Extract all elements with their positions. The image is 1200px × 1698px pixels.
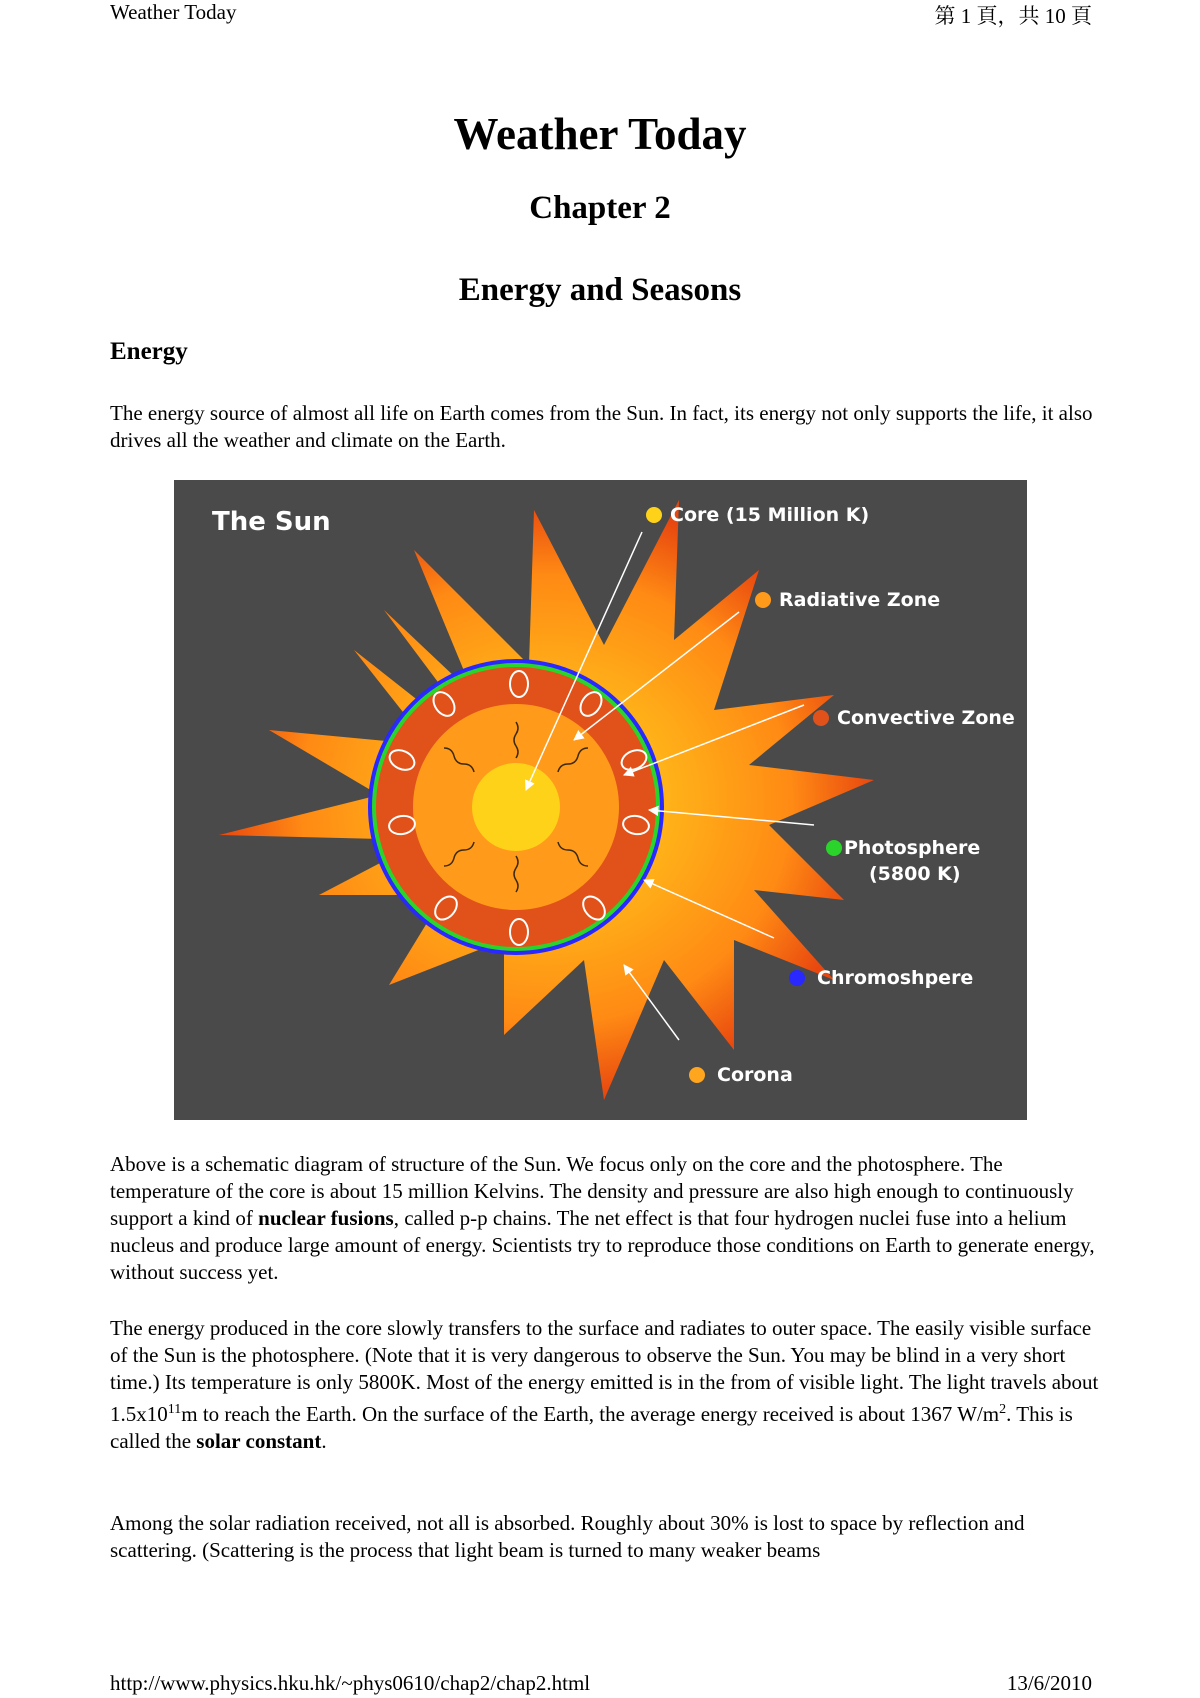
photosphere-temp-label: (5800 K) xyxy=(869,863,961,885)
convective-legend-dot xyxy=(813,710,829,726)
nuclear-fusions-term: nuclear fusions xyxy=(258,1206,394,1230)
photosphere-legend-dot xyxy=(826,840,842,856)
footer-date: 13/6/2010 xyxy=(1006,1671,1092,1695)
core xyxy=(472,763,560,851)
main-title: Weather Today xyxy=(453,109,747,159)
chapter-title: Chapter 2 xyxy=(529,190,671,226)
area-exponent: 2 xyxy=(999,1402,1007,1417)
page-header-page-number: 第 1 頁，共 10 頁 xyxy=(934,4,1092,28)
diagram-title: The Sun xyxy=(212,507,331,537)
convective-zone-label: Convective Zone xyxy=(837,707,1015,729)
energy-heading: Energy xyxy=(110,338,188,365)
distance-exponent: 11 xyxy=(167,1402,182,1417)
corona-legend-dot xyxy=(689,1067,705,1083)
corona-label: Corona xyxy=(717,1064,793,1086)
sun-structure-diagram xyxy=(174,480,1027,1120)
chromosphere-legend-dot xyxy=(789,970,805,986)
structure-text-1: Above is a schematic diagram of structure of the Sun. We focus only on the core and the photosphere. The temperature of the core is about 15 million Kelvins. The density and pressure are also high enough to continuously support a kind of xyxy=(110,1152,1074,1230)
sun-diagram-svg xyxy=(174,480,1027,1120)
chromosphere-label: Chromoshpere xyxy=(817,967,974,989)
section-title: Energy and Seasons xyxy=(458,272,742,308)
absorption-paragraph: Among the solar radiation received, not all is absorbed. Roughly about 30% is lost to space by reflection and scattering. (Scattering is the process that light beam is turned to many weaker beams xyxy=(110,1511,1025,1562)
radiative-zone-label: Radiative Zone xyxy=(779,589,941,611)
intro-paragraph: The energy source of almost all life on Earth comes from the Sun. In fact, its energy not only supports the life, it also drives all the weather and climate on the Earth. xyxy=(110,401,1093,452)
photosphere-text-3: . This is called the xyxy=(110,1402,1073,1453)
core-legend-dot xyxy=(646,507,662,523)
core-label: Core (15 Million K) xyxy=(670,504,870,526)
structure-paragraph xyxy=(110,1151,1102,1286)
photosphere-text-4: . xyxy=(321,1429,327,1453)
photosphere-text-2: m to reach the Earth. On the surface of the Earth, the average energy received is about 1367 W/m xyxy=(181,1402,1000,1426)
page-header-title: Weather Today xyxy=(110,0,237,24)
footer-url: http://www.physics.hku.hk/~phys0610/chap2/chap2.html xyxy=(110,1671,591,1695)
radiative-legend-dot xyxy=(755,592,771,608)
solar-constant-term: solar constant xyxy=(196,1429,322,1453)
photosphere-text-1: The energy produced in the core slowly transfers to the surface and radiates to outer space. The easily visible surface of the Sun is the photosphere. (Note that it is very dangerous to observe the Sun. You may be blind in a very short time.) Its temperature is only 5800K. Most of the energy emitted is in the from of visible light. The light travels about 1.5x10 xyxy=(110,1316,1099,1426)
structure-text-2: , called p-p chains. The net effect is that four hydrogen nuclei fuse into a helium nucleus and produce large amount of energy. Scientists try to reproduce those conditions on Earth to generate energy, without success yet. xyxy=(110,1206,1095,1284)
photosphere-paragraph xyxy=(110,1315,1102,1455)
photosphere-label: Photosphere xyxy=(844,837,981,859)
